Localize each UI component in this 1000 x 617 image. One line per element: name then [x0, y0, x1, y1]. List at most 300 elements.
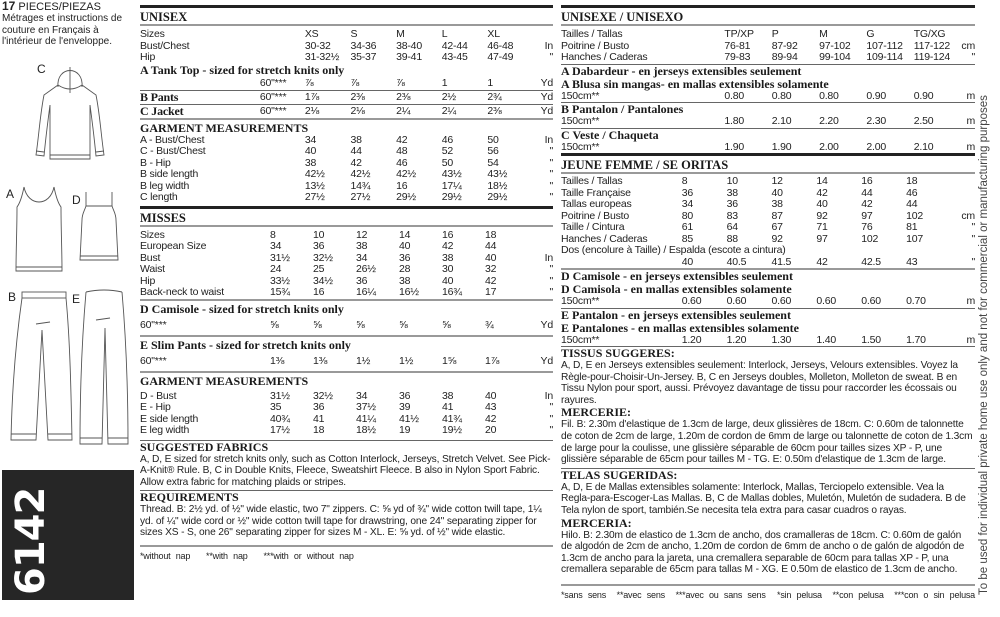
cell-value: 48 [396, 145, 408, 157]
fabric-width: 150cm** [561, 89, 600, 102]
unit: " [549, 286, 553, 298]
table-row [140, 91, 553, 104]
cell-value: 35 [270, 401, 282, 413]
unit: m [966, 115, 975, 127]
cell-value: 24 [270, 263, 282, 275]
cell-value: 50 [487, 133, 499, 146]
table-row [561, 296, 975, 308]
table-row [561, 52, 975, 64]
cell-value: ⅝ [313, 318, 322, 331]
row-label: Back-neck to waist [140, 286, 224, 298]
cell-value: ⅝ [356, 318, 365, 331]
cell-value: 1⅞ [304, 90, 320, 103]
cell-value: 56 [487, 145, 499, 157]
requirements-title: REQUIREMENTS [140, 490, 239, 505]
unisex-body-sizes [140, 26, 553, 64]
cell-value: 38 [442, 389, 454, 402]
unit: Yd [540, 104, 554, 117]
yardage-title: A Tank Top - sized for stretch knits only [140, 62, 345, 77]
cell-value: 44 [485, 240, 497, 252]
row-label: Hip [140, 274, 156, 287]
cell-value: L [441, 28, 448, 40]
row-label: E side length [140, 412, 199, 425]
cell-value: 0.80 [724, 89, 745, 102]
yardage-title: A Dabardeur - en jerseys extensibles seulement [561, 63, 802, 78]
cell-value: 36 [313, 401, 325, 413]
unit [528, 241, 553, 253]
footnote: **with nap [206, 551, 248, 562]
unit: " [971, 232, 975, 245]
row-label: C - Bust/Chest [140, 145, 206, 157]
mercerie-text: Fil. B: 2.30m d'elastique de 1.3cm de large, deux glissières de 18cm. C: 0.60m de talonnette de coton de 2cm de large, 1.20m de cordon de 6mm de large ou talonnette de coton de 1.3cm de large pour la coulisse, une glissière séparable de 60cm pour tailles sizes XP - P, une glissière séparable de 65cm pour tailles M - TG. E: 0.50m d'elastique de 1.3cm de large. [561, 419, 973, 466]
cell-value: 19½ [442, 424, 462, 436]
cell-value: 42.5 [861, 255, 881, 268]
row-label: Tailles / Tallas [561, 175, 623, 187]
cell-value: 16 [396, 179, 408, 192]
cell-value: M [396, 28, 405, 40]
cell-value: 0.80 [819, 89, 839, 102]
unit: Yd [540, 90, 554, 103]
cell-value: 40 [304, 145, 317, 157]
cell-value: 52 [441, 145, 454, 157]
row-label: C length [140, 191, 178, 203]
cell-value: 41¼ [356, 412, 376, 425]
cell-value: 2¾ [487, 90, 502, 103]
footnotes [140, 547, 553, 562]
cell-value: 31½ [270, 251, 290, 264]
cell-value: 43½ [441, 168, 462, 180]
row-label: Poitrine / Busto [561, 209, 630, 222]
unit: m [966, 295, 975, 307]
table-row [140, 241, 553, 253]
tissus-title: TISSUS SUGGERES: [561, 346, 675, 360]
unit: " [971, 255, 975, 268]
table-row [140, 402, 553, 414]
footnote: *without nap [140, 551, 191, 562]
footnotes-metric [561, 586, 975, 601]
cell-value: 1.90 [724, 140, 745, 153]
pieces-block [2, 0, 136, 48]
suggested-fabrics-title: SUGGESTED FABRICS [140, 439, 269, 454]
back-length-label: Dos (encolure à Taille) / Espalda (escote a cintura) [561, 244, 786, 256]
cell-value: 1 [441, 76, 448, 89]
cell-value: 42 [396, 133, 408, 146]
unit: m [966, 140, 975, 153]
cell-value: 2⅜ [350, 90, 365, 103]
cell-value: ⅞ [396, 76, 405, 89]
yardage-title: C Veste / Chaqueta [561, 127, 659, 142]
cell-value: 43 [485, 401, 497, 413]
table-row [140, 169, 553, 181]
cell-value: 38 [771, 198, 783, 210]
cell-value: 46-48 [487, 39, 514, 52]
cell-value: 88 [726, 232, 738, 245]
camisole-illustration [78, 190, 122, 265]
footnote: ***con o sin pelusa [894, 589, 975, 600]
cell-value: 33½ [270, 274, 290, 287]
yardage-title: B Pantalon / Pantalones [561, 102, 684, 116]
section-title-garment-measurements-misses: GARMENT MEASUREMENTS [140, 373, 309, 388]
cell-value: 40.5 [726, 255, 747, 268]
view-label-d: D [72, 193, 81, 207]
cell-value: 36 [726, 198, 738, 210]
cell-value: 38 [442, 251, 454, 264]
cell-value: 36 [313, 240, 325, 252]
cell-value: 36 [399, 251, 411, 264]
suggested-fabrics-text: A, D, E sized for stretch knits only, such as Cotton Interlock, Jerseys, Stretch Velvet. See Pick-A-Knit® Rule. B, C in Double Knits, Fleece, Sweatshirt Fleece. B also in Nylon Sport Fabric. Allow extra fabric for matching plaids or stripes. [140, 453, 551, 488]
unit: " [549, 191, 554, 203]
cell-value: 0.60 [771, 295, 792, 307]
row-label: Sizes [140, 228, 165, 241]
unit: m [966, 333, 975, 346]
cell-value: 71 [816, 221, 828, 233]
cell-value: 26½ [356, 263, 376, 275]
cell-value: XL [487, 28, 500, 40]
left-column [0, 0, 138, 617]
cell-value: S [350, 28, 358, 40]
footnote: **con pelusa [832, 589, 884, 600]
cell-value: 34 [356, 251, 368, 264]
cell-value: 36 [356, 274, 368, 287]
row-label: Hanches / Caderas [561, 51, 648, 63]
cell-value: 2.20 [819, 115, 839, 127]
cell-value: 40 [681, 255, 693, 268]
footnote: ***with or without nap [263, 551, 354, 562]
unit [528, 230, 553, 242]
unit [951, 199, 975, 211]
cell-value: 109-114 [866, 51, 903, 63]
table-row [561, 222, 975, 234]
cell-value: 1⅞ [485, 354, 500, 367]
table-row [561, 257, 975, 269]
unit: In [544, 133, 554, 146]
pieces-count: 17 [2, 0, 16, 13]
cell-value: 14 [399, 228, 411, 241]
cell-value: 34 [304, 133, 317, 146]
cell-value: 38 [356, 240, 368, 252]
section-title-garment-measurements: GARMENT MEASUREMENTS [140, 120, 309, 135]
cell-value: 0.60 [861, 295, 881, 307]
cell-value: 18 [313, 424, 325, 436]
cell-value: 29½ [441, 191, 462, 203]
cell-value: G [866, 28, 875, 40]
cell-value: 13½ [304, 179, 325, 192]
unisexe-size-table [561, 26, 975, 64]
yardage-title: E Slim Pants - sized for stretch knits only [140, 337, 351, 352]
footnote: *sin pelusa [777, 589, 822, 600]
jeune-femme-size-table [561, 174, 975, 245]
table-row [561, 335, 975, 347]
cell-value: 1.80 [724, 115, 745, 127]
table-row [140, 146, 553, 158]
cell-value: 42 [350, 156, 362, 169]
fabric-width: 150cm** [561, 295, 600, 307]
unit: " [549, 179, 554, 192]
requirements-text: Thread. B: 2½ yd. of ½" wide elastic, two 7" zippers. C: ⅝ yd of ¾" wide cotton twill tape, 1¼ yd. of ¼" wide cord or ½" wide cotton twill tape for drawstring, one 24" separating zipper for sizes XS - S, one 26" separating zipper for sizes M - XL. E: ⅝ yd. of ½" wide elastic. [140, 504, 542, 539]
row-label: Waist [140, 263, 165, 275]
cell-value: 40 [771, 186, 783, 199]
cell-value: 0.90 [866, 89, 887, 102]
table-row [140, 29, 553, 41]
row-label: Bust/Chest [140, 39, 190, 52]
unit: " [549, 168, 554, 180]
yardage-title: D Camisola - en mallas extensibles solamente [561, 282, 792, 296]
cell-value: 2⅜ [487, 104, 502, 117]
cell-value: 1⅜ [270, 354, 285, 367]
table-row [561, 116, 975, 128]
row-label: European Size [140, 240, 207, 252]
style-number: 6142 [8, 487, 54, 595]
footnote: *sans sens [561, 589, 607, 600]
cell-value: 18½ [487, 179, 508, 192]
cell-value: 2⅛ [350, 104, 365, 117]
cell-value: 2.00 [866, 140, 887, 153]
cell-value: 17¼ [441, 179, 462, 192]
cell-value: 97-102 [819, 39, 851, 52]
view-label-e: E [72, 292, 81, 306]
yardage-title: D Camisole - en jerseys extensibles seulement [561, 269, 793, 283]
row-label: A - Bust/Chest [140, 133, 205, 146]
row-label: B side length [140, 168, 199, 180]
pants-illustration [8, 290, 76, 450]
cell-value: 1.30 [771, 333, 792, 346]
pieces-label: PIECES/PIEZAS [18, 1, 101, 13]
table-row [140, 77, 553, 90]
cell-value: 18 [485, 228, 497, 241]
cell-value: 1.50 [861, 333, 881, 346]
cell-value: 61 [681, 221, 693, 233]
fabric-width: 150cm** [561, 115, 600, 127]
merceria-title: MERCERIA: [561, 515, 632, 530]
unit: m [966, 89, 975, 102]
fabric-width: 150cm** [561, 140, 600, 153]
cell-value: 43-45 [441, 51, 468, 63]
cell-value: 31-32½ [304, 51, 340, 63]
footnotes-fr [561, 590, 766, 601]
cell-value: 107-112 [866, 39, 903, 52]
cell-value: 32½ [313, 251, 333, 264]
usage-notice: To be used for individual private home use only and not for commercial or manufacturing purposes [978, 95, 990, 595]
cell-value: XS [304, 28, 319, 40]
fabric-width: 60"*** [259, 90, 287, 103]
cell-value: 36 [681, 186, 693, 199]
cell-value: 102 [861, 232, 879, 245]
cell-value: 117-122 [913, 39, 951, 52]
cell-value: 20 [485, 424, 497, 436]
cell-value: 37½ [356, 401, 376, 413]
table-row [561, 176, 975, 188]
table-row [140, 425, 553, 437]
cell-value: 76 [861, 221, 873, 233]
table-row [140, 355, 553, 368]
cell-value: 1 [487, 76, 494, 89]
cell-value: 2¼ [396, 104, 411, 117]
cell-value: 83 [726, 209, 738, 222]
row-label: Sizes [140, 28, 165, 40]
cell-value: 42 [485, 412, 497, 425]
cell-value: 8 [681, 175, 688, 187]
yardage-title: E Pantalones - en mallas extensibles solamente [561, 320, 799, 335]
cell-value: 0.80 [771, 89, 792, 102]
unit: Yd [540, 318, 553, 331]
cell-value: 42 [816, 255, 828, 268]
cell-value: 17 [485, 286, 497, 298]
row-label: E leg width [140, 424, 190, 436]
cell-value: 31½ [270, 389, 290, 402]
cell-value: 18½ [356, 424, 376, 436]
cell-value: ⅝ [399, 318, 408, 331]
cell-value: 43 [906, 255, 918, 268]
unit: " [971, 221, 975, 233]
cell-value: 27½ [304, 191, 325, 203]
cell-value: 2½ [441, 90, 456, 103]
cell-value: 42½ [396, 168, 416, 180]
cell-value: 42½ [350, 168, 371, 180]
cell-value: 44 [861, 186, 873, 199]
cell-value: 0.90 [913, 89, 934, 102]
row-label: E - Hip [140, 401, 171, 413]
section-title-unisex: UNISEX [140, 10, 188, 24]
cell-value: 0.70 [906, 295, 926, 307]
fabric-width: 150cm** [561, 333, 600, 346]
table-row [561, 91, 975, 103]
cell-value: P [771, 28, 779, 40]
cell-value: 97 [861, 209, 873, 222]
cell-value: 40 [442, 274, 454, 287]
unit: Yd [540, 76, 554, 89]
unit: " [549, 424, 553, 436]
cell-value: 107 [906, 232, 924, 245]
telas-title: TELAS SUGERIDAS: [561, 467, 678, 482]
pieces-note: Métrages et instructions de couture en Français à l'intérieur de l'enveloppe. [2, 13, 123, 47]
cell-value: 102 [906, 209, 924, 222]
unit: cm [961, 39, 975, 52]
table-row [561, 142, 975, 154]
tissus-text: A, D, E en Jerseys extensibles seulement: Interlock, Jerseys, Velours extensibles. Voyez la Règle-pour-Choisir-Un-Jersey. B, C en Jerseys doubles, Molleton, Molleton de sweat. B en Tissu Nylon pour sport, aussi. Prévoyez davantage de tissu pour raccorder les écossais ou rayures. [561, 360, 958, 406]
cell-value: TG/XG [913, 28, 946, 40]
cell-value: 40 [399, 240, 411, 252]
cell-value: 80 [681, 209, 693, 222]
cell-value: 42 [816, 186, 828, 199]
cell-value: 41 [442, 401, 454, 413]
cell-value: 35-37 [350, 51, 377, 63]
table-row [140, 105, 553, 118]
row-label: Tailles / Tallas [561, 28, 623, 40]
cell-value: 50 [441, 156, 454, 169]
cell-value: 41.5 [771, 255, 792, 268]
fabric-width: 60"*** [259, 76, 287, 89]
cell-value: 1.40 [816, 333, 837, 346]
cell-value: 34½ [313, 274, 333, 287]
cell-value: 18 [906, 175, 918, 187]
tank-top-illustration [14, 185, 64, 275]
cell-value: 41 [313, 412, 325, 425]
cell-value: TP/XP [724, 28, 754, 40]
cell-value: M [819, 28, 828, 40]
table-row [561, 199, 975, 211]
cell-value: 34 [356, 389, 368, 402]
cell-value: 34 [270, 240, 282, 252]
merceria-text: Hilo. B: 2.30m de elastico de 1.3cm de ancho, dos cramalleras de 18cm. C: 0.60m de galón de algodón de 2cm de ancho, 1.20m de cordon de 6mm de ancho o de galón de algodón de 1.3cm de ancho para la jareta, una cremallera separable de 60cm para tallas XP - P, una cremallera separable de 65cm para tallas M - XG. E 0.50m de elastico de 1.3cm de ancho. [561, 529, 965, 576]
cell-value: 97 [816, 232, 828, 245]
cell-value: 14¾ [350, 179, 371, 192]
unit: Yd [540, 354, 553, 367]
cell-value: 0.60 [816, 295, 837, 307]
cell-value: 40¾ [270, 412, 290, 425]
back-length-row [561, 257, 975, 269]
cell-value: 41½ [399, 412, 419, 425]
cell-value: 16 [313, 286, 325, 298]
cell-value: 1⅜ [313, 354, 328, 367]
unit: " [549, 51, 554, 63]
cell-value: 39 [399, 401, 411, 413]
cell-value: 39-41 [396, 51, 422, 63]
cell-value: 44 [906, 198, 918, 210]
cell-value: 10 [313, 228, 325, 241]
cell-value: 1½ [356, 354, 371, 367]
table-row [561, 29, 975, 41]
cell-value: 12 [771, 175, 783, 187]
cell-value: 92 [771, 232, 783, 245]
cell-value: ⅞ [350, 76, 360, 89]
cell-value: 19 [399, 424, 411, 436]
cell-value: 27½ [350, 191, 371, 203]
yardage-title: B Pants [140, 89, 179, 104]
cell-value: 99-104 [819, 51, 851, 63]
cell-value: 14 [816, 175, 828, 187]
cell-value: 81 [906, 221, 918, 233]
cell-value: 16½ [399, 286, 419, 298]
footnote: ***avec ou sans sens [675, 589, 766, 600]
unit: " [549, 401, 553, 413]
cell-value: 54 [487, 156, 499, 169]
slim-pants-illustration [78, 288, 130, 448]
unisex-size-table [140, 29, 553, 64]
cell-value: 67 [771, 221, 783, 233]
yardage-title: D Camisole - sized for stretch knits only [140, 301, 344, 316]
row-label: Hip [140, 51, 156, 63]
cell-value: 79-83 [724, 51, 751, 63]
cell-value: 16¼ [356, 286, 376, 298]
footnotes-es [777, 590, 975, 601]
cell-value: 1⅝ [442, 354, 457, 367]
cell-value: 38 [350, 133, 362, 146]
cell-value: 29½ [396, 191, 416, 203]
cell-value: 2.10 [913, 140, 934, 153]
cell-value: 46 [441, 133, 454, 146]
style-number-box [2, 470, 134, 600]
cell-value: 40 [816, 198, 828, 210]
cell-value: 42-44 [441, 39, 468, 52]
cell-value: ⅝ [270, 318, 279, 331]
cell-value: 38-40 [396, 39, 422, 52]
cell-value: 64 [726, 221, 738, 233]
misses-yardage [140, 299, 553, 368]
cell-value: 30-32 [304, 39, 331, 52]
cell-value: 32½ [313, 389, 333, 402]
cell-value: 10 [726, 175, 738, 187]
cell-value: 17½ [270, 424, 290, 436]
unit [961, 29, 975, 41]
cell-value: 43½ [487, 168, 508, 180]
yardage-title: A Blusa sin mangas- en mallas extensibles solamente [561, 76, 829, 91]
cell-value: ¾ [485, 318, 494, 331]
cell-value: 40 [485, 389, 497, 402]
cell-value: 1.70 [906, 333, 926, 346]
cell-value: 25 [313, 263, 325, 275]
unit: " [549, 156, 554, 169]
cell-value: 28 [399, 263, 411, 275]
